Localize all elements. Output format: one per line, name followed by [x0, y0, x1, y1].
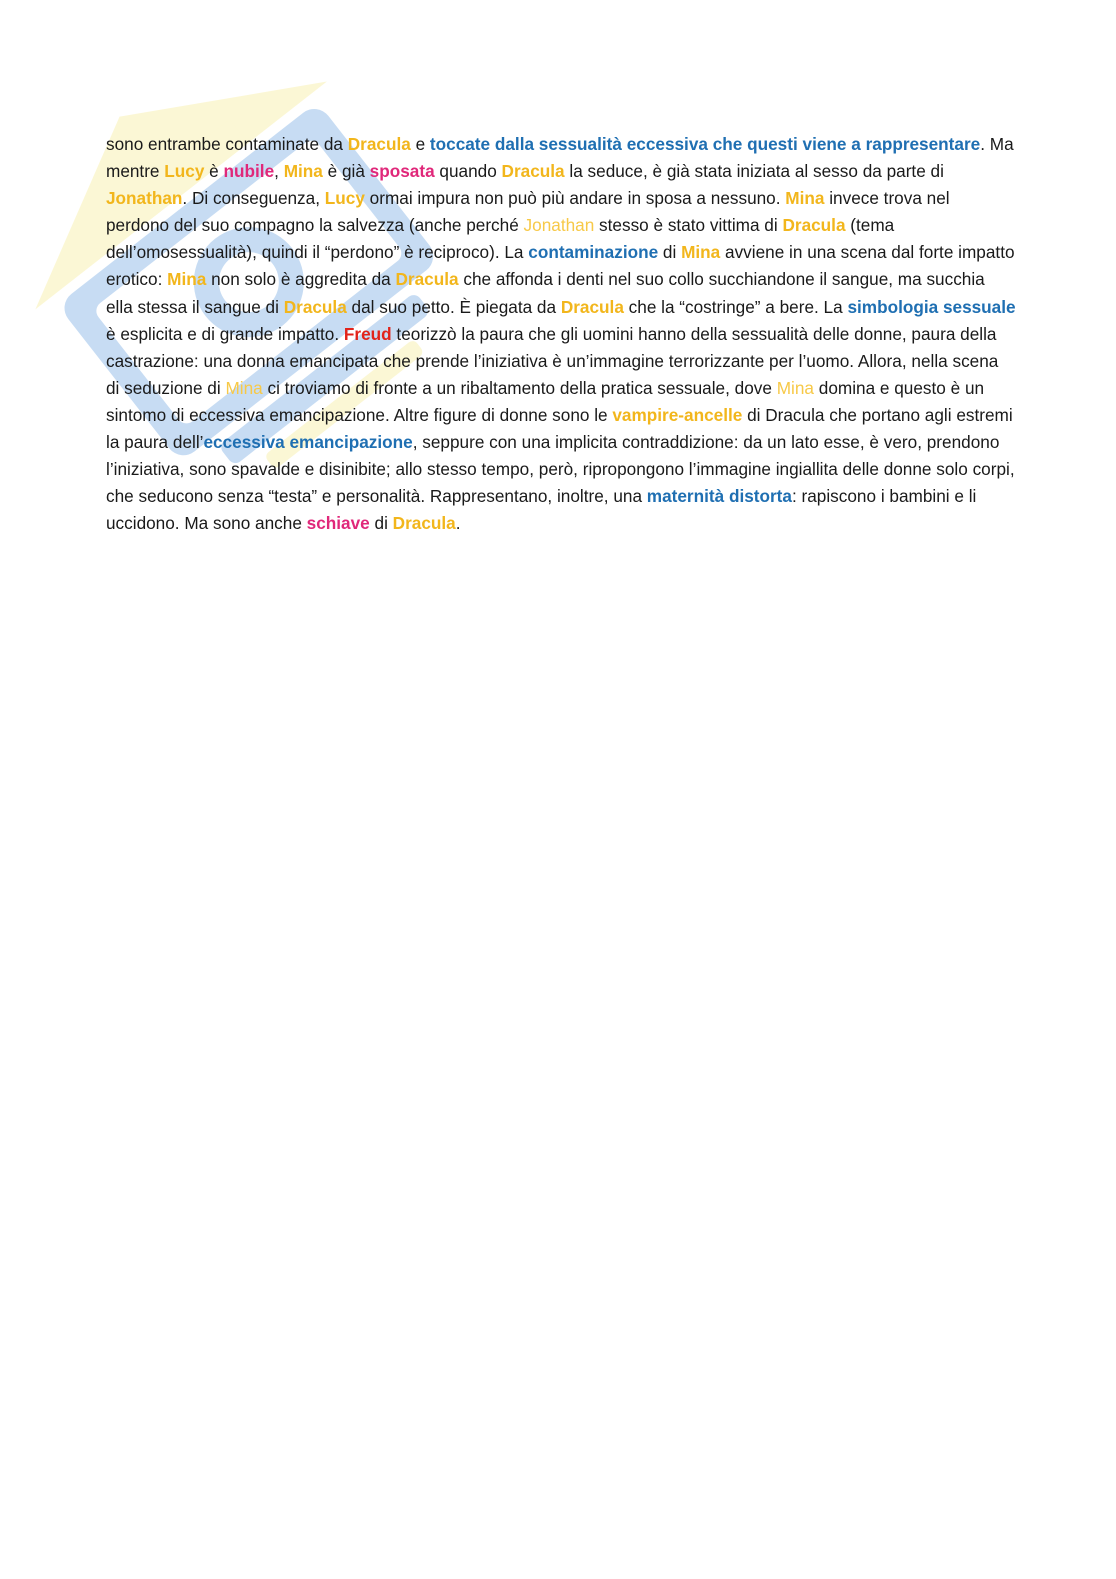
character-name-highlight: Dracula — [347, 134, 411, 154]
text-run: la seduce, è già stata iniziata al sesso da parte di — [564, 161, 944, 182]
character-name-highlight: Dracula — [392, 513, 456, 534]
text-run: quando — [434, 161, 502, 182]
text-run: sono entrambe contaminate da — [106, 134, 348, 154]
character-name-highlight: Dracula — [501, 161, 565, 182]
text-run: ormai impura non può più andare in sposa a nessuno. — [364, 188, 786, 209]
concept-highlight: contaminazione — [528, 242, 659, 263]
character-name-highlight: Mina — [283, 161, 323, 182]
text-run: è esplicita e di grande impatto. — [106, 323, 344, 344]
character-name-highlight: Dracula — [560, 296, 624, 317]
character-name-highlight: Lucy — [324, 188, 365, 209]
text-run: , seppure con una implicita contraddizione: da un lato esse, è vero, prendono l’iniziativa, sono spavalde e disinibite; allo stesso tempo, però, ripropongono l’immagine ingiallita delle donne solo corpi, che seducono senza “testa” e personalità. Rappresentano, inoltre, una — [106, 432, 1015, 507]
text-run: invece trova nel perdono del suo compagno la salvezza (anche perché — [106, 188, 950, 236]
character-name-highlight: Jonathan — [523, 215, 595, 236]
text-run: e — [410, 134, 430, 154]
concept-highlight: toccate dalla sessualità eccessiva che questi viene a rappresentare — [429, 134, 981, 154]
text-run: è — [204, 161, 224, 182]
character-name-highlight: Mina — [681, 242, 721, 263]
concept-highlight: simbologia sessuale — [847, 296, 1016, 317]
text-run: di — [658, 242, 682, 263]
status-highlight: nubile — [223, 161, 275, 182]
text-run: di — [369, 513, 393, 534]
character-name-highlight: Jonathan — [106, 188, 183, 209]
text-run: avviene in una scena dal forte impatto erotico: — [106, 242, 1015, 290]
text-run: che affonda i denti nel suo collo succhiandone il sangue, ma succhia ella stessa il sangue di — [106, 269, 985, 317]
text-run: (tema dell’omosessualità), quindi il “perdono” è reciproco). La — [106, 215, 895, 263]
text-run: . Di conseguenza, — [182, 188, 325, 209]
status-highlight: schiave — [306, 513, 370, 534]
text-run: che la “costringe” a bere. La — [623, 296, 848, 317]
character-name-highlight: Mina — [776, 377, 814, 398]
concept-highlight: maternità distorta — [646, 486, 792, 507]
character-name-highlight: Mina — [167, 269, 207, 290]
text-run: , — [274, 161, 284, 182]
character-name-highlight: Mina — [225, 377, 263, 398]
character-name-highlight: Dracula — [395, 269, 459, 290]
text-run: non solo è aggredita da — [206, 269, 396, 290]
text-run: . Ma mentre — [106, 134, 1014, 182]
concept-highlight: eccessiva emancipazione — [203, 432, 413, 453]
body-text — [106, 131, 1016, 537]
text-run: stesso è stato vittima di — [594, 215, 783, 236]
status-highlight: sposata — [369, 161, 435, 182]
character-name-highlight: vampire-ancelle — [612, 404, 743, 425]
text-run: . — [455, 513, 461, 534]
text-run: teorizzò la paura che gli uomini hanno della sessualità delle donne, paura della castrazione: una donna emancipata che prende l’iniziativa è un’immagine terrorizzante per l’uomo. Allora, nella scena di seduzione di — [106, 323, 999, 398]
author-highlight: Freud — [343, 323, 392, 344]
character-name-highlight: Mina — [785, 188, 825, 209]
paragraph — [106, 131, 1016, 537]
text-run: : rapiscono i bambini e li uccidono. Ma sono anche — [106, 486, 977, 534]
text-run: dal suo petto. È piegata da — [346, 296, 561, 317]
character-name-highlight: Lucy — [164, 161, 205, 182]
text-run: è già — [322, 161, 370, 182]
text-run: domina e questo è un sintomo di eccessiva emancipazione. Altre figure di donne sono le — [106, 377, 985, 425]
text-run: di Dracula che portano agli estremi la paura dell’ — [106, 404, 1013, 453]
character-name-highlight: Dracula — [782, 215, 846, 236]
text-run: ci troviamo di fronte a un ribaltamento della pratica sessuale, dove — [262, 377, 777, 398]
character-name-highlight: Dracula — [283, 296, 347, 317]
